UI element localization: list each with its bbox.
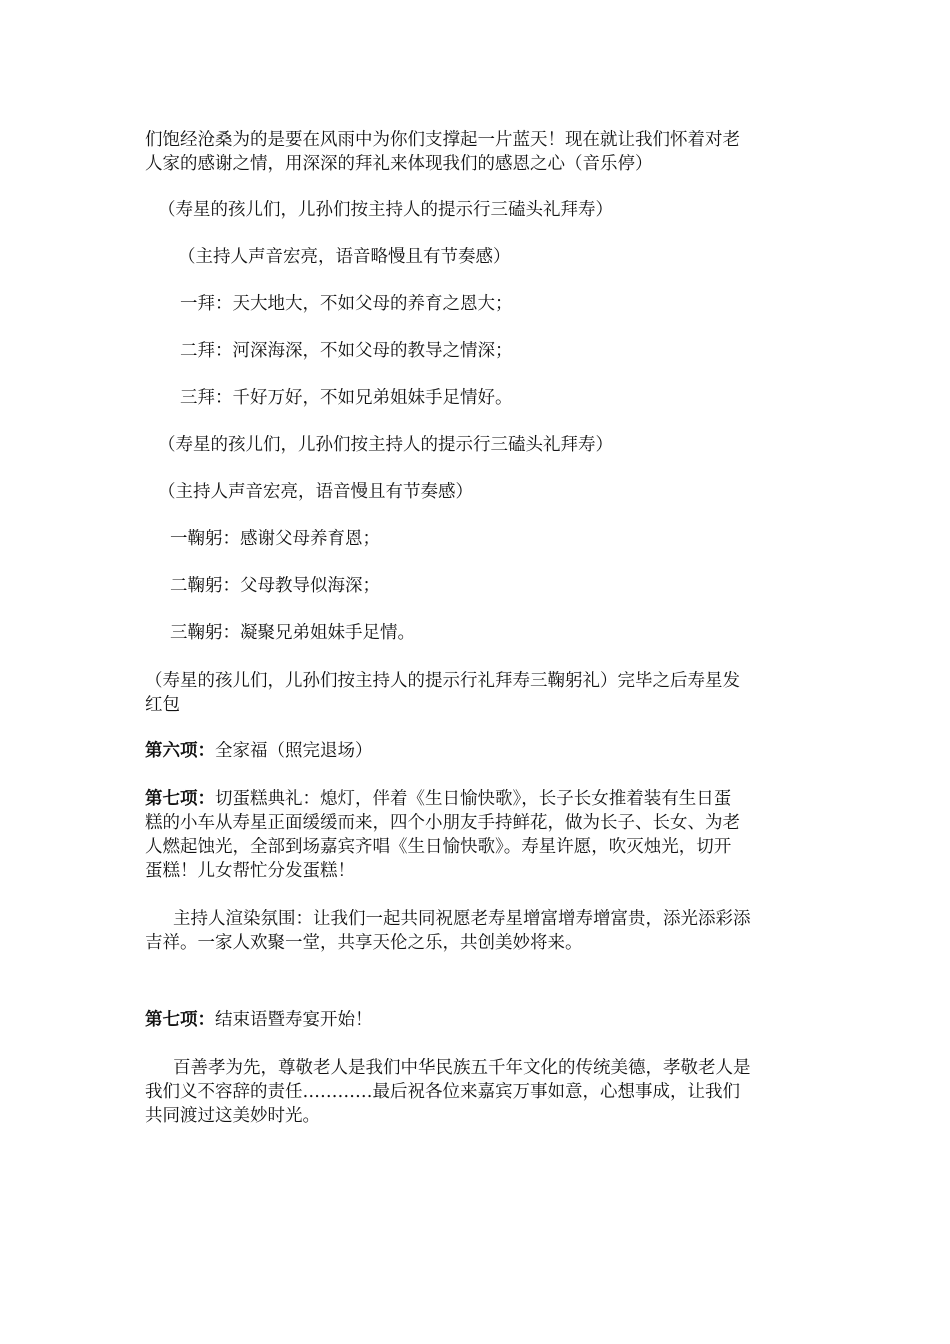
line: 百善孝为先，尊敬老人是我们中华民族五千年文化的传统美德，孝敬老人是 (173, 1058, 751, 1078)
paragraph-bow-2: 二拜：河深海深，不如父母的教导之情深； (180, 341, 513, 361)
paragraph-bow-1: 一拜：天大地大，不如父母的养育之恩大； (180, 294, 513, 314)
line: （寿星的孩儿们，儿孙们按主持人的提示行礼拜寿三鞠躬礼）完毕之后寿星发 (145, 671, 740, 691)
paragraph-jugong-1: 一鞠躬：感谢父母养育恩； (170, 529, 380, 549)
section-text: 结束语暨寿宴开始！ (215, 1010, 373, 1030)
paragraph-jugong-3: 三鞠躬：凝聚兄弟姐妹手足情。 (170, 623, 415, 643)
section-seven-closing (145, 1008, 810, 1032)
section-seven-cake (145, 787, 810, 883)
line: 切蛋糕典礼：熄灯，伴着《生日愉快歌》，长子长女推着装有生日蛋 (215, 789, 732, 809)
line: 共同渡过这美妙时光。 (145, 1106, 320, 1126)
paragraph-host-note-1: （主持人声音宏亮，语音略慢且有节奏感） (178, 247, 511, 267)
paragraph-bow-3: 三拜：千好万好，不如兄弟姐妹手足情好。 (180, 388, 513, 408)
paragraph-gratitude (145, 128, 810, 176)
line: 主持人渲染氛围：让我们一起共同祝愿老寿星增富增寿增富贵，添光添彩添 (173, 909, 751, 929)
line: 人家的感谢之情，用深深的拜礼来体现我们的感恩之心（音乐停） (145, 154, 653, 174)
paragraph-closing-speech (145, 1056, 810, 1128)
paragraph-stage-direction-3 (145, 669, 810, 717)
line: 蛋糕！儿女帮忙分发蛋糕！ (145, 861, 355, 881)
paragraph-jugong-2: 二鞠躬：父母教导似海深； (170, 576, 380, 596)
paragraph-host-note-2: （主持人声音宏亮，语音慢且有节奏感） (158, 482, 473, 502)
section-label: 第七项： (145, 789, 215, 809)
paragraph-stage-direction-1: （寿星的孩儿们，儿孙们按主持人的提示行三磕头礼拜寿） (158, 200, 613, 220)
line: 我们义不容辞的责任…………最后祝各位来嘉宾万事如意，心想事成，让我们 (145, 1082, 740, 1102)
section-label: 第六项： (145, 741, 215, 761)
section-six (145, 739, 810, 763)
paragraph-stage-direction-2: （寿星的孩儿们，儿孙们按主持人的提示行三磕头礼拜寿） (158, 435, 613, 455)
line: 糕的小车从寿星正面缓缓而来，四个小朋友手持鲜花，做为长子、长女、为老 (145, 813, 740, 833)
line: 人燃起蚀光，全部到场嘉宾齐唱《生日愉快歌》。寿星许愿，吹灭烛光，切开 (145, 837, 732, 857)
line: 们饱经沧桑为的是要在风雨中为你们支撑起一片蓝天！现在就让我们怀着对老 (145, 130, 740, 150)
line: 红包 (145, 695, 180, 715)
line: 吉祥。一家人欢聚一堂，共享天伦之乐，共创美妙将来。 (145, 933, 583, 953)
paragraph-atmosphere (145, 907, 810, 955)
section-label: 第七项： (145, 1010, 215, 1030)
section-text: 全家福（照完退场） (215, 741, 373, 761)
